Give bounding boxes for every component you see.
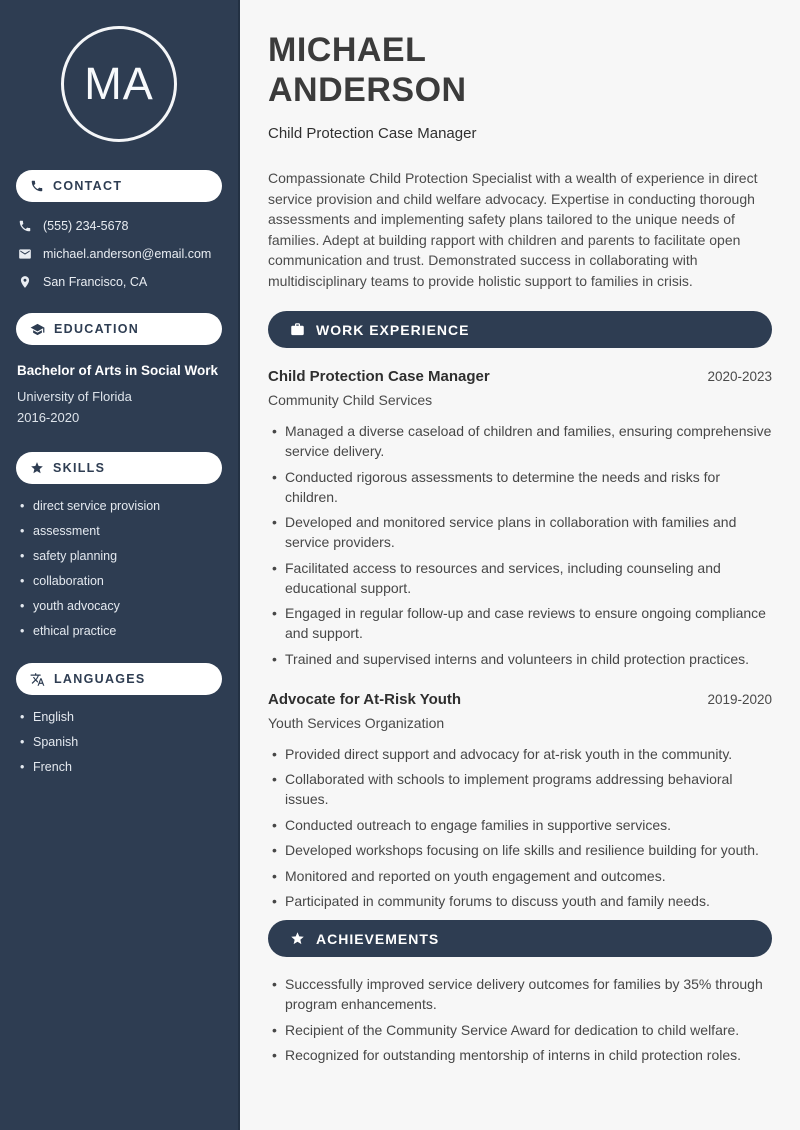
education-header-label: EDUCATION <box>54 322 140 336</box>
job-entry <box>268 368 772 669</box>
star-icon <box>290 931 305 946</box>
job-company: Youth Services Organization <box>268 714 445 731</box>
list-item: • youth advocacy <box>20 598 224 615</box>
job-header <box>268 368 772 385</box>
last-name: ANDERSON <box>268 71 467 109</box>
list-item: • Conducted outreach to engage families in supportive services. <box>268 815 772 835</box>
list-item: • Participated in community forums to discuss youth and family needs. <box>268 891 772 911</box>
education-block <box>17 362 224 428</box>
contact-location-value: San Francisco, CA <box>43 274 148 289</box>
list-item: • Recipient of the Community Service Award for dedication to child welfare. <box>268 1020 772 1040</box>
contact-phone-row <box>18 216 224 235</box>
professional-summary: Compassionate Child Protection Specialist with a wealth of experience in direct service provision and child welfare advocacy. Expertise in conducting thorough assessments and implementing safety plans tailored to the unique needs of families. Adept at building rapport with children and parents to facilitate open communication and trust. Demonstrated success in collaborating with multidisciplinary teams to provide holistic support to families in crisis. <box>268 170 758 289</box>
languages-section-header <box>16 663 222 695</box>
list-item: • direct service provision <box>20 498 224 515</box>
contact-phone-value: (555) 234-5678 <box>43 218 129 233</box>
list-item: • Conducted rigorous assessments to determine the needs and risks for children. <box>268 467 772 507</box>
achievements-header-label: ACHIEVEMENTS <box>316 930 440 947</box>
list-item: • assessment <box>20 523 224 540</box>
job-bullet-list <box>268 421 772 669</box>
contact-section-header <box>16 170 222 202</box>
job-header <box>268 691 772 708</box>
location-icon <box>18 275 32 289</box>
list-item: • ethical practice <box>20 623 224 640</box>
translate-icon <box>30 672 45 687</box>
contact-location-row <box>18 272 224 291</box>
contact-email-row <box>18 244 224 263</box>
list-item: • Spanish <box>20 734 224 751</box>
job-dates: 2020-2023 <box>707 369 772 384</box>
job-entry <box>268 691 772 912</box>
education-school: University of Florida <box>17 389 132 404</box>
list-item: • Monitored and reported on youth engagement and outcomes. <box>268 866 772 886</box>
list-item: • Collaborated with schools to implement programs addressing behavioral issues. <box>268 769 772 809</box>
phone-icon <box>30 179 44 193</box>
list-item: • Developed and monitored service plans in collaboration with families and service providers. <box>268 512 772 552</box>
skills-header-label: SKILLS <box>53 461 106 475</box>
page-title <box>268 30 772 110</box>
languages-list <box>20 709 224 776</box>
list-item: • Managed a diverse caseload of children and families, ensuring comprehensive service delivery. <box>268 421 772 461</box>
list-item: • Trained and supervised interns and volunteers in child protection practices. <box>268 649 772 669</box>
list-item: • Engaged in regular follow-up and case reviews to ensure ongoing compliance and support. <box>268 603 772 643</box>
email-icon <box>18 247 32 261</box>
education-years: 2016-2020 <box>17 410 80 425</box>
work-experience-section-header <box>268 311 772 348</box>
list-item: • collaboration <box>20 573 224 590</box>
star-icon <box>30 461 44 475</box>
languages-header-label: LANGUAGES <box>54 672 146 686</box>
work-experience-header-label: WORK EXPERIENCE <box>316 321 470 338</box>
job-title: Child Protection Case Manager <box>268 368 490 385</box>
job-bullet-list <box>268 744 772 912</box>
skills-list <box>20 498 224 640</box>
job-title: Advocate for At-Risk Youth <box>268 690 462 708</box>
job-subtitle: Child Protection Case Manager <box>268 125 477 142</box>
education-section-header <box>16 313 222 345</box>
sidebar <box>0 0 240 1130</box>
list-item: • Facilitated access to resources and services, including counseling and educational support. <box>268 558 772 598</box>
list-item: • Provided direct support and advocacy for at-risk youth in the community. <box>268 744 772 764</box>
achievements-section-header <box>268 920 772 957</box>
list-item: • English <box>20 709 224 726</box>
contact-list <box>18 216 224 291</box>
list-item: • French <box>20 759 224 776</box>
contact-email-value: michael.anderson@email.com <box>43 246 212 261</box>
avatar <box>61 26 177 142</box>
first-name: MICHAEL <box>268 31 427 69</box>
list-item: • safety planning <box>20 548 224 565</box>
graduation-cap-icon <box>30 322 45 337</box>
education-degree: Bachelor of Arts in Social Work <box>17 363 219 378</box>
phone-icon <box>18 219 32 233</box>
job-dates: 2019-2020 <box>707 691 772 707</box>
list-item: • Developed workshops focusing on life skills and resilience building for youth. <box>268 840 772 860</box>
list-item: • Recognized for outstanding mentorship of interns in child protection roles. <box>268 1045 772 1065</box>
avatar-initials: MA <box>84 58 154 109</box>
briefcase-icon <box>290 322 305 337</box>
skills-section-header <box>16 452 222 484</box>
contact-header-label: CONTACT <box>53 179 123 193</box>
achievements-list <box>268 974 772 1065</box>
job-company: Community Child Services <box>268 392 433 408</box>
main-content <box>240 0 800 1130</box>
list-item: • Successfully improved service delivery outcomes for families by 35% through program enhancements. <box>268 974 772 1014</box>
